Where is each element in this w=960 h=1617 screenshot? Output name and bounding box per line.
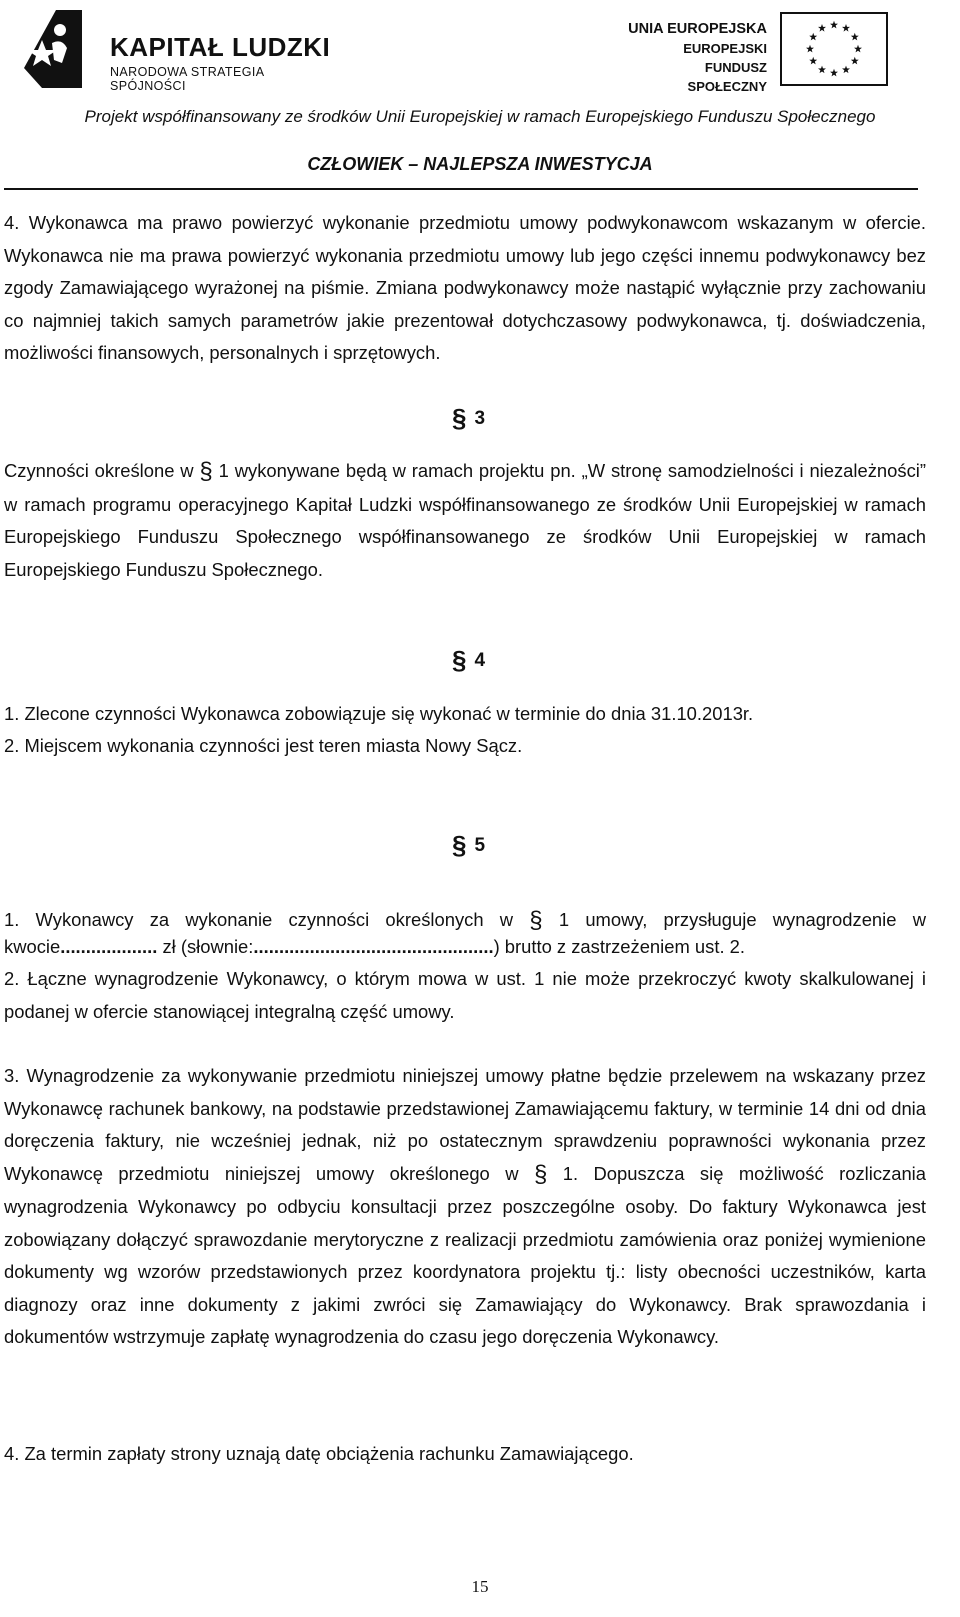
kapital-ludzki-emblem-icon [22,8,102,88]
section-5-item-4: 4. Za termin zapłaty strony uznają datę obciążenia rachunku Zamawiającego. [4,1443,634,1464]
section-4-heading [452,645,485,676]
section-sign: § [452,645,467,675]
text-span: 1 umowy, przysługuje wynagrodzenie w kwocie [4,909,926,957]
text-span: 1 wykonywane będą w ramach projektu pn. „W stronę samodzielności i niezależności” w ramach programu operacyjnego Kapitał Ludzki współfinansowanego ze środków Unii Europejskiej w ramach Europejskiego Funduszu Społecznego współfinansowanego ze środków Unii Europejskiej w ramach Europejskiego Funduszu Społecznego. [4,460,926,580]
section-4-item-1: 1. Zlecone czynności Wykonawca zobowiązuje się wykonać w terminie do dnia 31.10.2013r. [4,703,754,724]
eu-logo-text [627,20,767,96]
text-span: ) brutto z zastrzeżeniem ust. 2. [493,936,745,957]
project-cofinancing-line: Projekt współfinansowany ze środków Unii Europejskiej w ramach Europejskiego Funduszu Społecznego [84,107,876,126]
section-5-item-2: 2. Łączne wynagrodzenie Wykonawcy, o którym mowa w ust. 1 nie może przekroczyć kwoty skalkulowanej i podanej w ofercie stanowiącej integralną część umowy. [4,968,926,1022]
amount-words-blank: ............................................... [253,936,494,957]
text-span: 1. Wykonawcy za wykonanie czynności określonych w [4,909,514,930]
page-number: 15 [471,1577,489,1596]
section-5-heading [452,830,485,861]
kapital-ludzki-logo [22,8,342,93]
text-span: 3. Wynagrodzenie za wykonywanie przedmiotu niniejszej umowy płatne będzie przelewem na wskazany przez Wykonawcę rachunek bankowy, na podstawie przedstawionej Zamawiającemu faktury, w terminie 14 dni od dnia doręczenia faktury, nie wcześniej jednak, niż po ostatecznym sprawdzeniu poprawności wykonania przez Wykonawcę przedmiotu niniejszej umowy określonego w [4,1065,926,1184]
section-5-item-3 [4,1060,926,1354]
slogan: CZŁOWIEK – NAJLEPSZA INWESTYCJA [307,154,653,174]
section-3-paragraph [4,455,926,586]
section-sign: § [199,458,213,485]
amount-blank: ................... [60,936,158,957]
logo-title: KAPITAŁ LUDZKI [110,32,331,62]
section-3-heading [452,403,485,434]
text-span: zł (słownie: [162,936,254,957]
eu-logo-line1: UNIA EUROPEJSKA [628,21,767,37]
logo-subtitle: NARODOWA STRATEGIA SPÓJNOŚCI [110,65,264,93]
section-4-item-2: 2. Miejscem wykonania czynności jest teren miasta Nowy Sącz. [4,735,523,756]
header-divider [4,188,918,190]
section-sign: § [452,830,467,860]
text-span: Czynności określone w [4,460,194,481]
paragraph-4: 4. Wykonawca ma prawo powierzyć wykonanie przedmiotu umowy podwykonawcom wskazanym w ofercie. Wykonawca nie ma prawa powierzyć wykonania przedmiotu umowy lub jego części innemu podwykonawcy bez zgody Zamawiającego wyrażonej na piśmie. Zmiana podwykonawcy może nastąpić wyłącznie przy zachowaniu co najmniej takich samych parametrów jakie prezentował dotychczasowy podwykonawca, tj. doświadczenia, możliwości finansowych, personalnych i sprzętowych. [4,212,926,363]
section-sign: § [452,403,467,433]
eu-logo-line2: EUROPEJSKI [683,41,767,56]
section-number: 4 [474,650,486,671]
section-5-item-1 [4,907,926,960]
section-number: 3 [474,408,486,429]
section-number: 5 [474,835,486,856]
text-span: 1. Dopuszcza się możliwość rozliczania wynagrodzenia Wykonawcy po odbyciu konsultacji przez poszczególne osoby. Do faktury Wykonawca jest zobowiązany dołączyć sprawozdanie merytoryczne z realizacji przedmiotu zamówienia oraz poniżej wymienione dokumenty wg wzorów przedstawionych przez koordynatora projektu tj.: listy obecności uczestników, karta diagnozy oraz inne dokumenty z jakimi zwróci się Zamawiający do Wykonawcy. Brak sprawozdania i dokumentów wstrzymuje zapłatę wynagrodzenia do czasu jego doręczenia Wykonawcy. [4,1162,926,1347]
section-sign: § [529,907,543,934]
section-sign: § [533,1160,548,1188]
eu-logo-line3: FUNDUSZ SPOŁECZNY [687,60,767,94]
eu-flag-icon [780,12,888,86]
